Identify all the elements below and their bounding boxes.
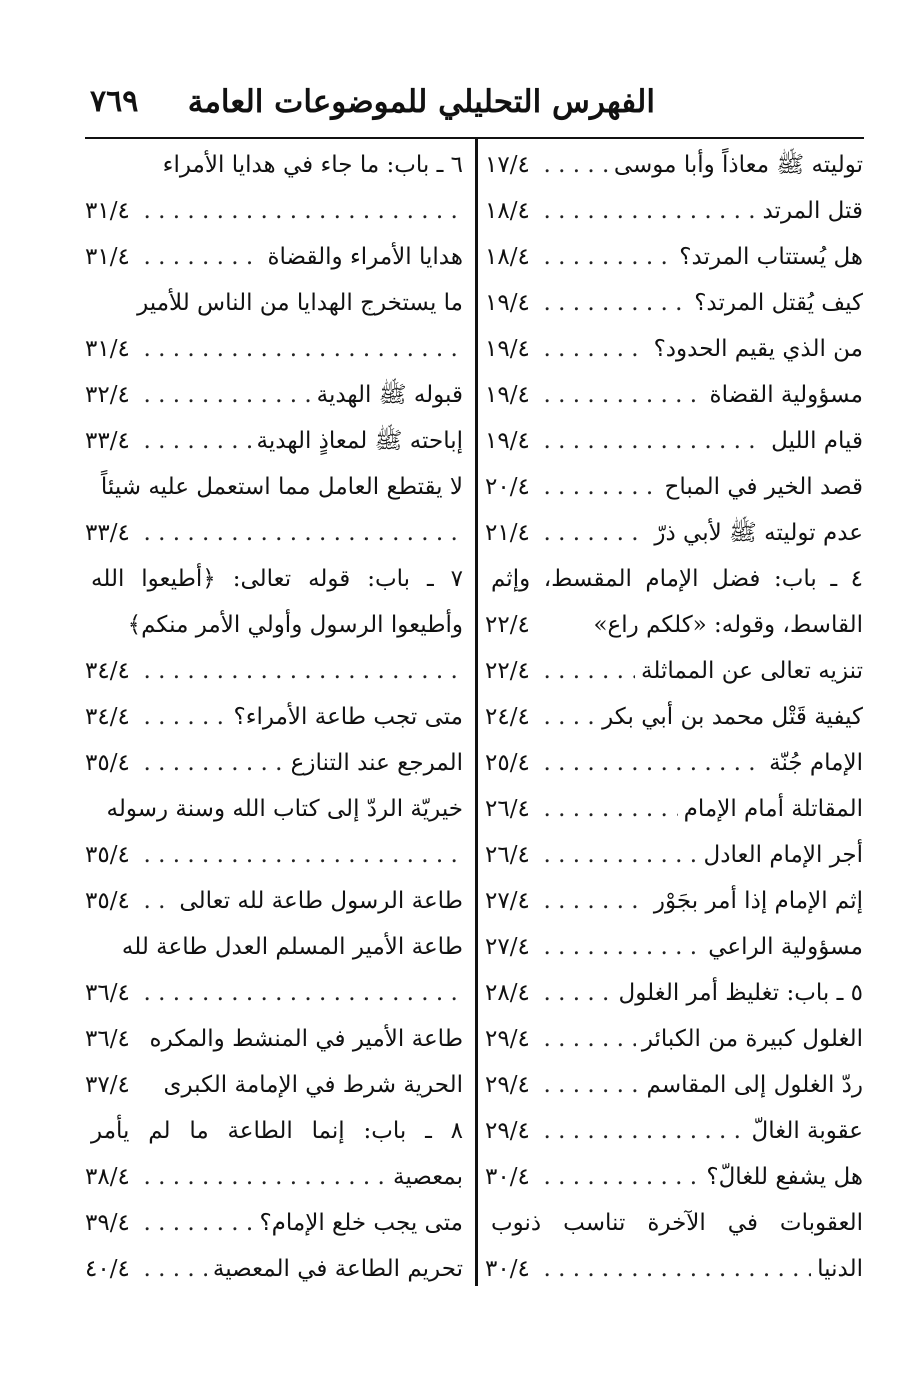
index-entry bbox=[485, 786, 863, 832]
entry-topic: . . . مسؤولية الراعي bbox=[702, 924, 863, 970]
index-entry bbox=[485, 1154, 863, 1200]
entry-reference: ٣١/٤ bbox=[85, 234, 136, 280]
entry-reference: ١٩/٤ bbox=[485, 280, 536, 326]
entry-reference: ١٨/٤ bbox=[485, 188, 536, 234]
entry-reference: . . . ٣٥/٤ bbox=[85, 832, 136, 878]
entry-reference: ٢٩/٤ bbox=[485, 1062, 536, 1108]
index-entry bbox=[85, 1108, 463, 1154]
index-entry bbox=[485, 372, 863, 418]
index-entry bbox=[85, 418, 463, 464]
entry-topic: . . . هدايا الأمراء والقضاة bbox=[262, 234, 464, 280]
index-entry bbox=[485, 694, 863, 740]
entry-reference: ٣٩/٤ bbox=[85, 1200, 136, 1246]
entry-reference: ٢١/٤ bbox=[485, 510, 536, 556]
right-index-column bbox=[485, 142, 863, 1292]
entry-reference: ٣٥/٤ bbox=[85, 878, 136, 924]
entry-topic: ٧ ـ باب: قوله تعالى: ﴿أطيعوا الله bbox=[85, 556, 463, 602]
index-entry bbox=[85, 556, 463, 602]
entry-reference: ٢٢/٤ bbox=[485, 602, 536, 648]
entry-reference: ١٩/٤ bbox=[485, 418, 536, 464]
entry-reference: ٣٣/٤ bbox=[85, 418, 136, 464]
entry-topic: ٦ ـ باب: ما جاء في هدايا الأمراء bbox=[85, 142, 463, 188]
entry-reference: ١٨/٤ bbox=[485, 234, 536, 280]
entry-reference: . . . ٣٤/٤ bbox=[85, 648, 136, 694]
entry-reference: ٣٢/٤ bbox=[85, 372, 136, 418]
entry-topic: العقوبات في الآخرة تناسب ذنوب bbox=[485, 1200, 863, 1246]
entry-topic: . . . المرجع عند التنازع bbox=[285, 740, 463, 786]
entry-topic: طاعة الأمير المسلم العدل طاعة لله bbox=[85, 924, 463, 970]
entry-topic: ما يستخرج الهدايا من الناس للأمير bbox=[85, 280, 463, 326]
index-entry bbox=[85, 326, 463, 372]
entry-reference: ٣٠/٤ bbox=[485, 1246, 536, 1292]
entry-reference: . . . ٣٣/٤ bbox=[85, 510, 136, 556]
entry-topic: . . . قصد الخير في المباح bbox=[659, 464, 863, 510]
entry-topic: . . . عدم توليته ﷺ لأبي ذرّ bbox=[648, 510, 863, 556]
index-entry bbox=[485, 280, 863, 326]
index-entry bbox=[485, 970, 863, 1016]
entry-topic: . . . هل يشفع للغالّ؟ bbox=[700, 1154, 863, 1200]
entry-reference: ٢٢/٤ bbox=[485, 648, 536, 694]
entry-reference: ٣٦/٤ bbox=[85, 1016, 136, 1062]
entry-topic: . . . قبوله ﷺ الهدية bbox=[311, 372, 463, 418]
index-entry bbox=[85, 1016, 463, 1062]
index-entry bbox=[85, 602, 463, 648]
index-entry bbox=[485, 648, 863, 694]
entry-topic: . . . الغلول كبيرة من الكبائر bbox=[636, 1016, 863, 1062]
index-entry bbox=[85, 740, 463, 786]
entry-topic: الحرية شرط في الإمامة الكبرى bbox=[157, 1062, 463, 1108]
entry-topic: . . . طاعة الرسول طاعة لله تعالى bbox=[173, 878, 463, 924]
entry-reference: ٢٦/٤ bbox=[485, 832, 536, 878]
entry-topic: . . . ٥ ـ باب: تغليظ أمر الغلول bbox=[613, 970, 863, 1016]
entry-topic: القاسط، وقوله: «كلكم راع» bbox=[587, 602, 863, 648]
index-entry bbox=[485, 234, 863, 280]
index-entry bbox=[485, 556, 863, 602]
index-entry bbox=[85, 970, 463, 1016]
index-entry bbox=[485, 418, 863, 464]
entry-reference: ٢٠/٤ bbox=[485, 464, 536, 510]
index-entry bbox=[85, 1246, 463, 1292]
entry-topic: . . . الدنيا bbox=[811, 1246, 863, 1292]
entry-reference: ٢٩/٤ bbox=[485, 1016, 536, 1062]
index-entry bbox=[85, 510, 463, 556]
entry-topic: . . . ردّ الغلول إلى المقاسم bbox=[641, 1062, 863, 1108]
entry-reference: ٢٤/٤ bbox=[485, 694, 536, 740]
entry-reference: ٢٦/٤ bbox=[485, 786, 536, 832]
entry-topic: . . . كيفية قَتْل محمد بن أبي بكر bbox=[596, 694, 863, 740]
index-entry bbox=[85, 1062, 463, 1108]
entry-topic: . . . تنزيه تعالى عن المماثلة bbox=[635, 648, 863, 694]
entry-topic: . . . قيام الليل bbox=[765, 418, 863, 464]
entry-topic: . . . بمعصية bbox=[387, 1154, 463, 1200]
page-title: الفهرس التحليلي للموضوعات العامة bbox=[187, 84, 655, 120]
index-entry bbox=[85, 786, 463, 832]
index-entry bbox=[485, 1016, 863, 1062]
entry-reference: ٣٨/٤ bbox=[85, 1154, 136, 1200]
index-entry bbox=[485, 832, 863, 878]
index-entry bbox=[85, 648, 463, 694]
index-entry bbox=[85, 234, 463, 280]
entry-topic: . . . عقوبة الغالّ bbox=[746, 1108, 864, 1154]
entry-reference: ٣٧/٤ bbox=[85, 1062, 136, 1108]
index-entry bbox=[485, 740, 863, 786]
index-entry bbox=[485, 464, 863, 510]
entry-reference: ٢٥/٤ bbox=[485, 740, 536, 786]
index-entry bbox=[85, 832, 463, 878]
index-entry bbox=[485, 142, 863, 188]
entry-topic: . . . الإمام جُنّة bbox=[763, 740, 863, 786]
index-entry bbox=[85, 1200, 463, 1246]
entry-topic: وأطيعوا الرسول وأولي الأمر منكم﴾ bbox=[85, 602, 463, 648]
entry-reference: . . . ٣٦/٤ bbox=[85, 970, 136, 1016]
index-entry bbox=[85, 694, 463, 740]
page-number: ٧٦٩ bbox=[90, 84, 139, 119]
entry-topic: . . . مسؤولية القضاة bbox=[704, 372, 863, 418]
entry-reference: ٢٩/٤ bbox=[485, 1108, 536, 1154]
index-entry bbox=[85, 142, 463, 188]
entry-topic: . . . المقاتلة أمام الإمام bbox=[678, 786, 863, 832]
index-entry bbox=[485, 602, 863, 648]
entry-topic: . . . هل يُستتاب المرتد؟ bbox=[673, 234, 863, 280]
entry-reference: ١٩/٤ bbox=[485, 326, 536, 372]
entry-reference: ٢٨/٤ bbox=[485, 970, 536, 1016]
entry-topic: . . . متى تجب طاعة الأمراء؟ bbox=[228, 694, 464, 740]
index-entry bbox=[485, 1108, 863, 1154]
entry-reference: . . . ٣١/٤ bbox=[85, 326, 136, 372]
entry-reference: ٤٠/٤ bbox=[85, 1246, 136, 1292]
entry-reference: ١٩/٤ bbox=[485, 372, 536, 418]
entry-topic: . . . كيف يُقتل المرتد؟ bbox=[688, 280, 863, 326]
page-header bbox=[90, 82, 860, 126]
entry-reference: ٢٧/٤ bbox=[485, 924, 536, 970]
index-entry bbox=[485, 510, 863, 556]
entry-topic: . . . من الذي يقيم الحدود؟ bbox=[648, 326, 863, 372]
entry-topic: . . . تحريم الطاعة في المعصية bbox=[207, 1246, 463, 1292]
entry-topic: لا يقتطع العامل مما استعمل عليه شيئاً bbox=[85, 464, 463, 510]
index-entry bbox=[485, 924, 863, 970]
index-entry bbox=[85, 924, 463, 970]
index-entry bbox=[485, 1200, 863, 1246]
index-entry bbox=[85, 188, 463, 234]
entry-reference: ٣٥/٤ bbox=[85, 740, 136, 786]
entry-reference: ١٧/٤ bbox=[485, 142, 536, 188]
entry-topic: ٨ ـ باب: إنما الطاعة ما لم يأمر bbox=[85, 1108, 463, 1154]
index-entry bbox=[485, 326, 863, 372]
index-entry bbox=[485, 1246, 863, 1292]
column-divider bbox=[475, 139, 478, 1286]
entry-topic: . . . توليته ﷺ معاذاً وأبا موسى bbox=[608, 142, 863, 188]
entry-reference: . . . ٣١/٤ bbox=[85, 188, 136, 234]
index-entry bbox=[85, 1154, 463, 1200]
entry-reference: ٣٤/٤ bbox=[85, 694, 136, 740]
index-entry bbox=[485, 1062, 863, 1108]
index-entry bbox=[85, 464, 463, 510]
entry-topic: خيريّة الردّ إلى كتاب الله وسنة رسوله bbox=[85, 786, 463, 832]
entry-topic: ٤ ـ باب: فضل الإمام المقسط، وإثم bbox=[485, 556, 863, 602]
entry-reference: ٣٠/٤ bbox=[485, 1154, 536, 1200]
entry-topic: . . . إباحته ﷺ لمعاذٍ الهدية bbox=[251, 418, 463, 464]
index-entry bbox=[85, 878, 463, 924]
entry-topic: . . . قتل المرتد bbox=[756, 188, 863, 234]
index-entry bbox=[85, 280, 463, 326]
left-index-column bbox=[85, 142, 463, 1292]
index-entry bbox=[85, 372, 463, 418]
entry-topic: طاعة الأمير في المنشط والمكره bbox=[144, 1016, 463, 1062]
index-entry bbox=[485, 878, 863, 924]
entry-topic: . . . إثم الإمام إذا أمر بجَوْر bbox=[648, 878, 863, 924]
entry-topic: . . . متى يجب خلع الإمام؟ bbox=[253, 1200, 463, 1246]
entry-topic: . . . أجر الإمام العادل bbox=[698, 832, 863, 878]
entry-reference: ٢٧/٤ bbox=[485, 878, 536, 924]
index-entry bbox=[485, 188, 863, 234]
